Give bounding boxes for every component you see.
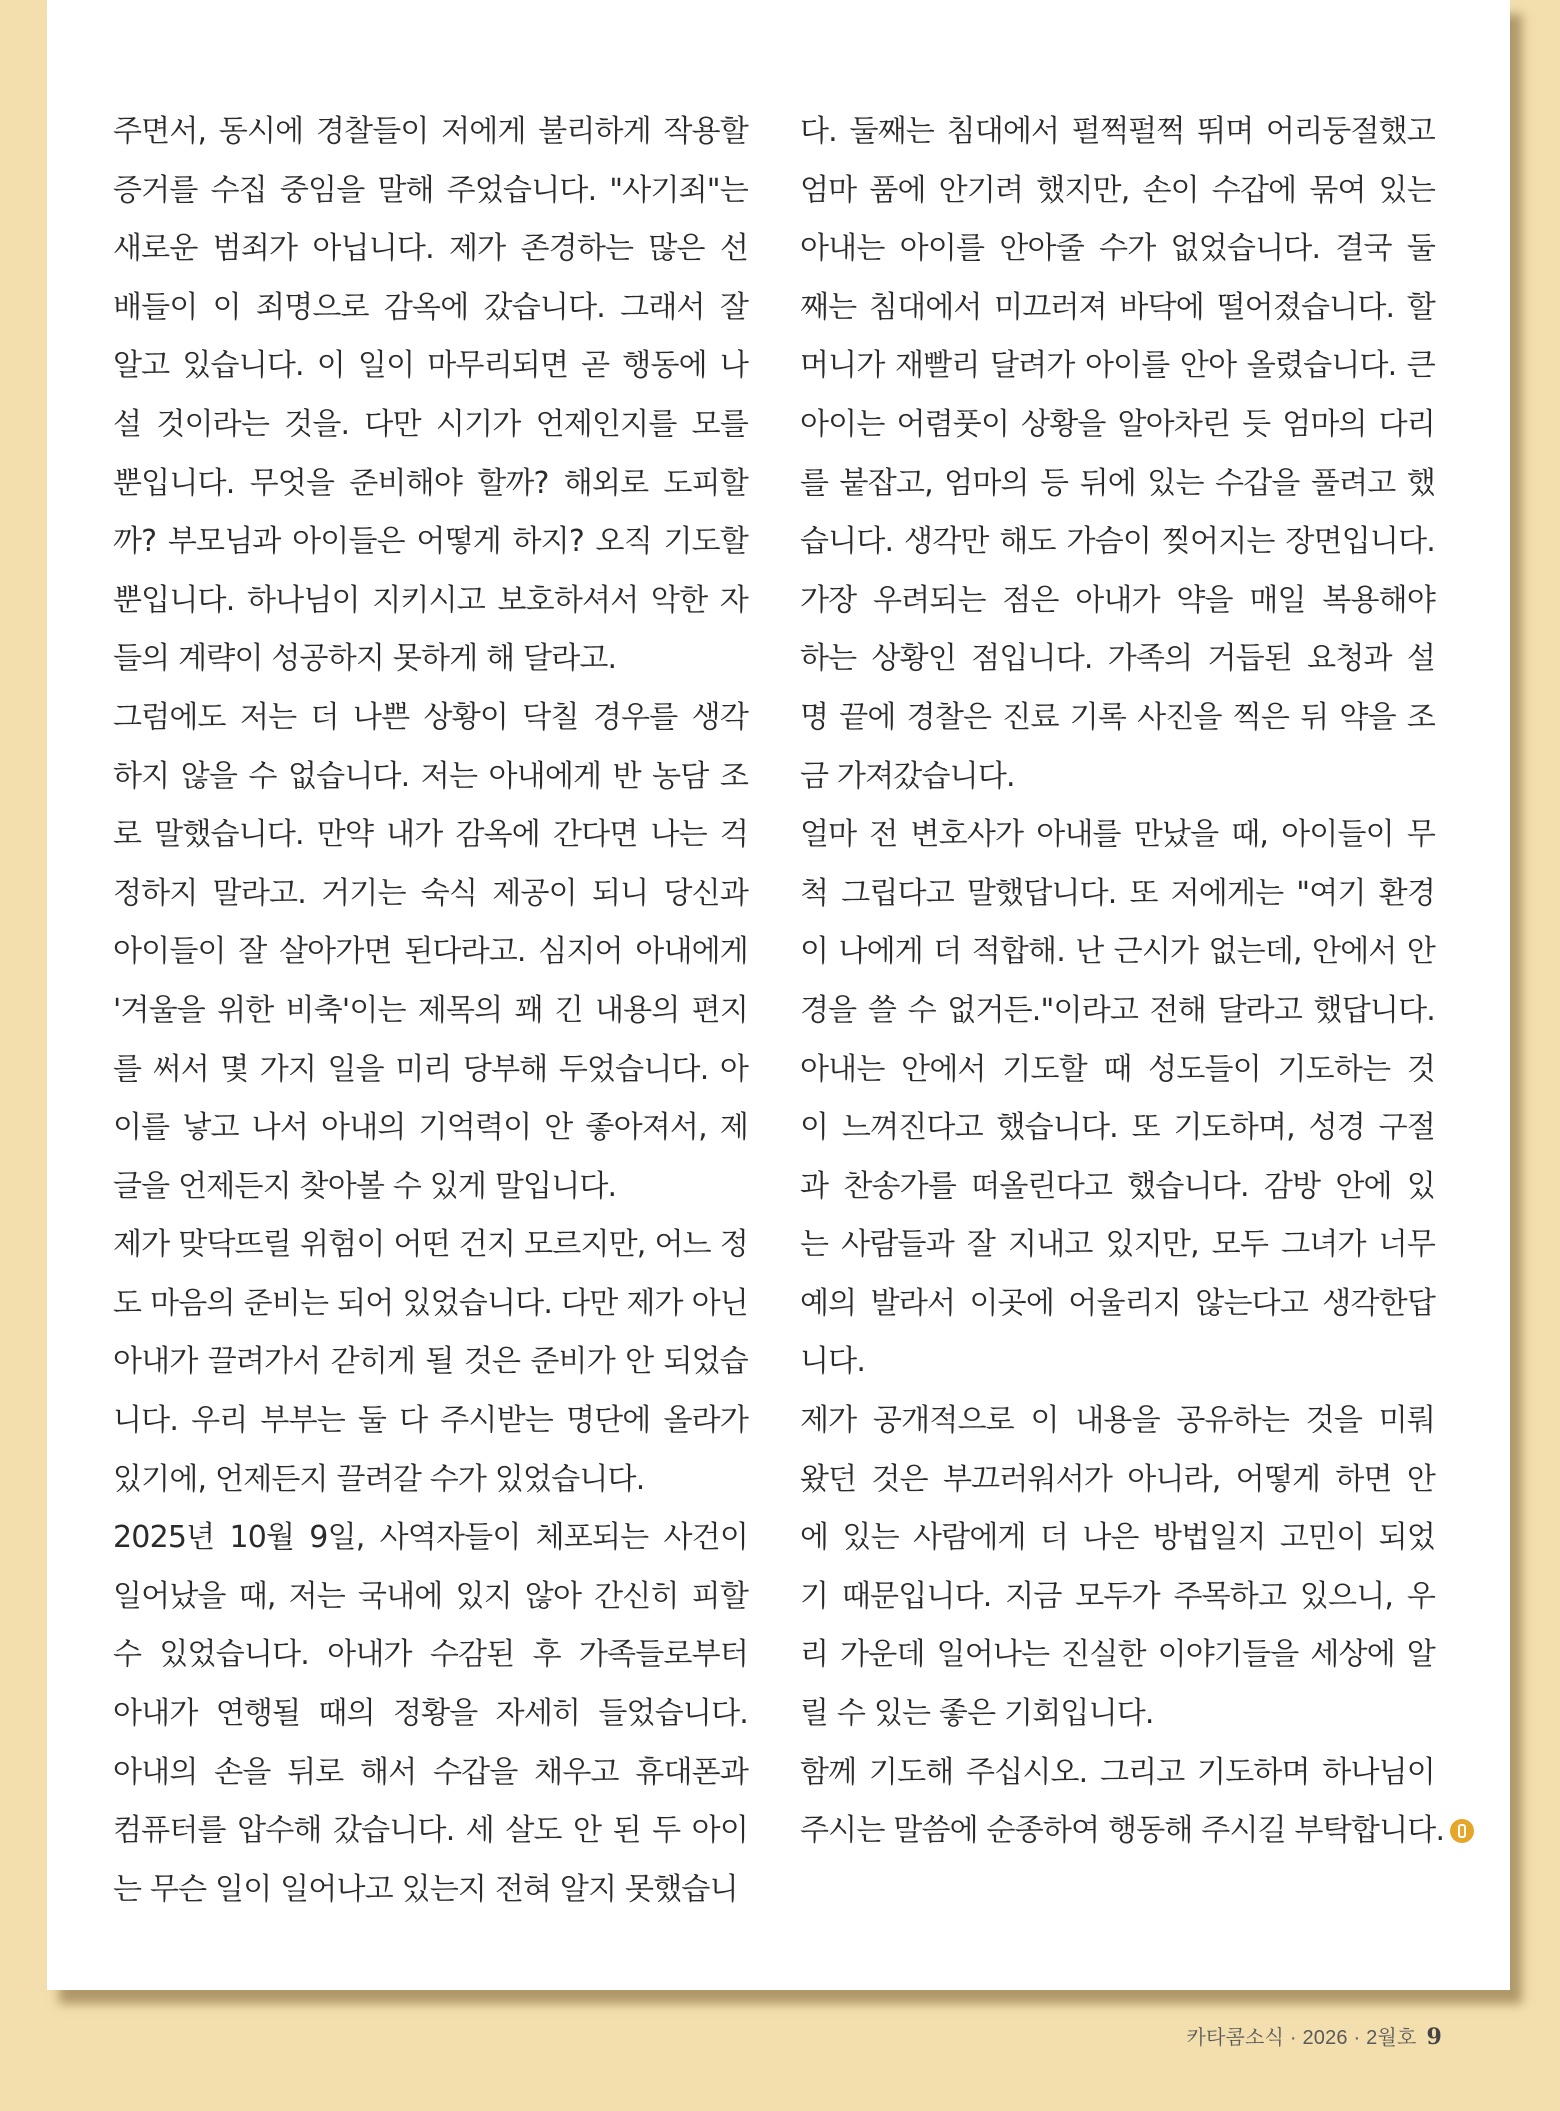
- katacombs-emblem-icon: [1450, 1819, 1474, 1843]
- line-text: 함께 기도해 주십시오. 그리고 기도하며 하나님이: [800, 1754, 1435, 1790]
- text-line: [113, 455, 748, 514]
- text-line: [113, 396, 748, 455]
- line-text: 증거를 수집 중임을 말해 주었습니다. "사기죄"는: [113, 172, 748, 208]
- line-text: 습니다. 생각만 해도 가슴이 찢어지는 장면입니다.: [800, 524, 1435, 560]
- line-text: 째는 침대에서 미끄러져 바닥에 떨어졌습니다. 할: [800, 289, 1435, 325]
- line-text: 일어났을 때, 저는 국내에 있지 않아 간신히 피할: [113, 1578, 748, 1614]
- text-line: [113, 806, 748, 865]
- line-text: 제가 공개적으로 이 내용을 공유하는 것을 미뤄: [800, 1403, 1435, 1439]
- text-line: [113, 1275, 748, 1334]
- line-text: 주면서, 동시에 경찰들이 저에게 불리하게 작용할: [113, 114, 748, 149]
- line-text: 다. 둘째는 침대에서 펄쩍펄쩍 뛰며 어리둥절했고: [800, 114, 1435, 149]
- text-line: [113, 1861, 748, 1920]
- text-line: [113, 1216, 748, 1275]
- line-text: 머니가 재빨리 달려가 아이를 안아 올렸습니다. 큰: [800, 348, 1435, 384]
- line-text: 제가 맞닥뜨릴 위험이 어떤 건지 모르지만, 어느 정: [113, 1227, 748, 1263]
- text-line: [800, 1392, 1435, 1451]
- text-line: [113, 572, 748, 631]
- text-line: [113, 1041, 748, 1100]
- page-footer: [1186, 2021, 1442, 2050]
- line-text: 아이들이 잘 살아가면 된다라고. 심지어 아내에게: [113, 934, 748, 970]
- line-text: 도 마음의 준비는 되어 있었습니다. 다만 제가 아닌: [113, 1285, 748, 1321]
- line-text: 척 그립다고 말했답니다. 또 저에게는 "여기 환경: [800, 875, 1435, 911]
- line-text: '겨울을 위한 비축'이는 제목의 꽤 긴 내용의 편지: [113, 992, 748, 1028]
- text-line: [800, 1744, 1435, 1803]
- text-line: [113, 103, 748, 162]
- line-text: 주시는 말씀에 순종하여 행동해 주시길 부탁합니다.: [800, 1813, 1445, 1849]
- text-line: [113, 1626, 748, 1685]
- line-text: 컴퓨터를 압수해 갔습니다. 세 살도 안 된 두 아이: [113, 1813, 748, 1849]
- line-text: 2025년 10월 9일, 사역자들이 체포되는 사건이: [113, 1520, 748, 1556]
- text-line: [800, 1685, 1435, 1744]
- line-text: 는 무슨 일이 일어나고 있는지 전혀 알지 못했습니: [113, 1871, 738, 1907]
- text-line: [113, 1158, 748, 1217]
- text-line: [800, 279, 1435, 338]
- text-line: [800, 220, 1435, 279]
- line-text: 정하지 말라고. 거기는 숙식 제공이 되니 당신과: [113, 875, 748, 911]
- text-line: [800, 1041, 1435, 1100]
- line-text: 릴 수 있는 좋은 기회입니다.: [800, 1696, 1154, 1732]
- line-text: 를 써서 몇 가지 일을 미리 당부해 두었습니다. 아: [113, 1051, 748, 1087]
- line-text: 이 나에게 더 적합해. 난 근시가 없는데, 안에서 안: [800, 934, 1435, 970]
- line-text: 아내가 끌려가서 갇히게 될 것은 준비가 안 되었습: [113, 1344, 748, 1380]
- line-text: 아내는 아이를 안아줄 수가 없었습니다. 결국 둘: [800, 231, 1435, 267]
- text-line: [113, 1099, 748, 1158]
- text-line: [113, 982, 748, 1041]
- text-line: [113, 1451, 748, 1510]
- text-line: [800, 1509, 1435, 1568]
- line-text: 까? 부모님과 아이들은 어떻게 하지? 오직 기도할: [113, 524, 748, 560]
- line-text: 엄마 품에 안기려 했지만, 손이 수갑에 묶여 있는: [800, 172, 1435, 208]
- line-text: 이 느껴진다고 했습니다. 또 기도하며, 성경 구절: [800, 1110, 1435, 1146]
- line-text: 배들이 이 죄명으로 감옥에 갔습니다. 그래서 잘: [113, 289, 748, 325]
- text-line: [113, 1392, 748, 1451]
- text-line: [800, 1626, 1435, 1685]
- line-text: 가장 우려되는 점은 아내가 약을 매일 복용해야: [800, 582, 1435, 618]
- text-line: [800, 572, 1435, 631]
- text-line: [800, 455, 1435, 514]
- text-line: [800, 982, 1435, 1041]
- text-line: [113, 337, 748, 396]
- line-text: 예의 발라서 이곳에 어울리지 않는다고 생각한답: [800, 1285, 1435, 1321]
- line-text: 니다. 우리 부부는 둘 다 주시받는 명단에 올라가: [113, 1403, 748, 1439]
- line-text: 금 가져갔습니다.: [800, 758, 1015, 794]
- text-line: [800, 1802, 1445, 1861]
- line-text: 는 사람들과 잘 지내고 있지만, 모두 그녀가 너무: [800, 1227, 1435, 1263]
- line-text: 뿐입니다. 하나님이 지키시고 보호하셔서 악한 자: [113, 582, 748, 618]
- line-text: 아내는 안에서 기도할 때 성도들이 기도하는 것: [800, 1051, 1435, 1087]
- text-line: [800, 689, 1435, 748]
- text-line: [113, 1509, 748, 1568]
- page-number: 9: [1426, 2024, 1442, 2050]
- line-text: 로 말했습니다. 만약 내가 감옥에 간다면 나는 걱: [113, 817, 748, 853]
- text-line: [800, 337, 1435, 396]
- text-line: [800, 162, 1435, 221]
- line-text: 뿐입니다. 무엇을 준비해야 할까? 해외로 도피할: [113, 465, 748, 501]
- line-text: 아이는 어렴풋이 상황을 알아차린 듯 엄마의 다리: [800, 406, 1435, 442]
- line-text: 있기에, 언제든지 끌려갈 수가 있었습니다.: [113, 1461, 645, 1497]
- left-text-column: [113, 103, 748, 1919]
- line-text: 하지 않을 수 없습니다. 저는 아내에게 반 농담 조: [113, 758, 748, 794]
- text-line: [800, 513, 1435, 572]
- line-text: 경을 쓸 수 없거든."이라고 전해 달라고 했답니다.: [800, 992, 1435, 1028]
- line-text: 하는 상황인 점입니다. 가족의 거듭된 요청과 설: [800, 641, 1435, 677]
- line-text: 아내가 연행될 때의 정황을 자세히 들었습니다.: [113, 1696, 748, 1732]
- text-line: [113, 279, 748, 338]
- text-line: [800, 1333, 1435, 1392]
- line-text: 글을 언제든지 찾아볼 수 있게 말입니다.: [113, 1168, 617, 1204]
- line-text: 이를 낳고 나서 아내의 기억력이 안 좋아져서, 제: [113, 1110, 748, 1146]
- text-line: [800, 865, 1435, 924]
- line-text: 니다.: [800, 1344, 866, 1380]
- text-line: [800, 748, 1435, 807]
- text-line: [800, 1216, 1435, 1275]
- text-line: [800, 630, 1435, 689]
- right-text-column: [800, 103, 1445, 1861]
- line-text: 에 있는 사람에게 더 나은 방법일지 고민이 되었: [800, 1520, 1435, 1556]
- text-line: [113, 513, 748, 572]
- magazine-page: [47, 0, 1510, 1990]
- line-text: 들의 계략이 성공하지 못하게 해 달라고.: [113, 641, 617, 677]
- text-line: [113, 923, 748, 982]
- text-line: [800, 1568, 1435, 1627]
- text-line: [800, 1158, 1435, 1217]
- text-line: [800, 1099, 1435, 1158]
- line-text: 새로운 범죄가 아닙니다. 제가 존경하는 많은 선: [113, 231, 748, 267]
- text-line: [800, 806, 1435, 865]
- line-text: 알고 있습니다. 이 일이 마무리되면 곧 행동에 나: [113, 348, 748, 384]
- text-line: [800, 396, 1435, 455]
- line-text: 왔던 것은 부끄러워서가 아니라, 어떻게 하면 안: [800, 1461, 1435, 1497]
- text-line: [113, 162, 748, 221]
- text-line: [800, 1451, 1435, 1510]
- text-line: [800, 103, 1435, 162]
- line-text: 설 것이라는 것을. 다만 시기가 언제인지를 모를: [113, 406, 748, 442]
- line-text: 그럼에도 저는 더 나쁜 상황이 닥칠 경우를 생각: [113, 699, 748, 735]
- text-line: [113, 748, 748, 807]
- text-line: [113, 865, 748, 924]
- text-line: [113, 220, 748, 279]
- text-line: [113, 1568, 748, 1627]
- line-text: 를 붙잡고, 엄마의 등 뒤에 있는 수갑을 풀려고 했: [800, 465, 1435, 501]
- text-line: [800, 923, 1435, 982]
- line-text: 얼마 전 변호사가 아내를 만났을 때, 아이들이 무: [800, 817, 1435, 853]
- text-line: [113, 1802, 748, 1861]
- line-text: 과 찬송가를 떠올린다고 했습니다. 감방 안에 있: [800, 1168, 1435, 1204]
- line-text: 리 가운데 일어나는 진실한 이야기들을 세상에 알: [800, 1637, 1435, 1673]
- text-line: [113, 1685, 748, 1744]
- text-line: [113, 630, 748, 689]
- text-line: [113, 689, 748, 748]
- publication-info: 카타콤소식 · 2026 · 2월호: [1186, 2027, 1417, 2049]
- text-line: [800, 1275, 1435, 1334]
- line-text: 수 있었습니다. 아내가 수감된 후 가족들로부터: [113, 1637, 748, 1673]
- line-text: 명 끝에 경찰은 진료 기록 사진을 찍은 뒤 약을 조: [800, 699, 1435, 735]
- line-text: 아내의 손을 뒤로 해서 수갑을 채우고 휴대폰과: [113, 1754, 748, 1790]
- text-line: [113, 1333, 748, 1392]
- text-line: [113, 1744, 748, 1803]
- line-text: 기 때문입니다. 지금 모두가 주목하고 있으니, 우: [800, 1578, 1435, 1614]
